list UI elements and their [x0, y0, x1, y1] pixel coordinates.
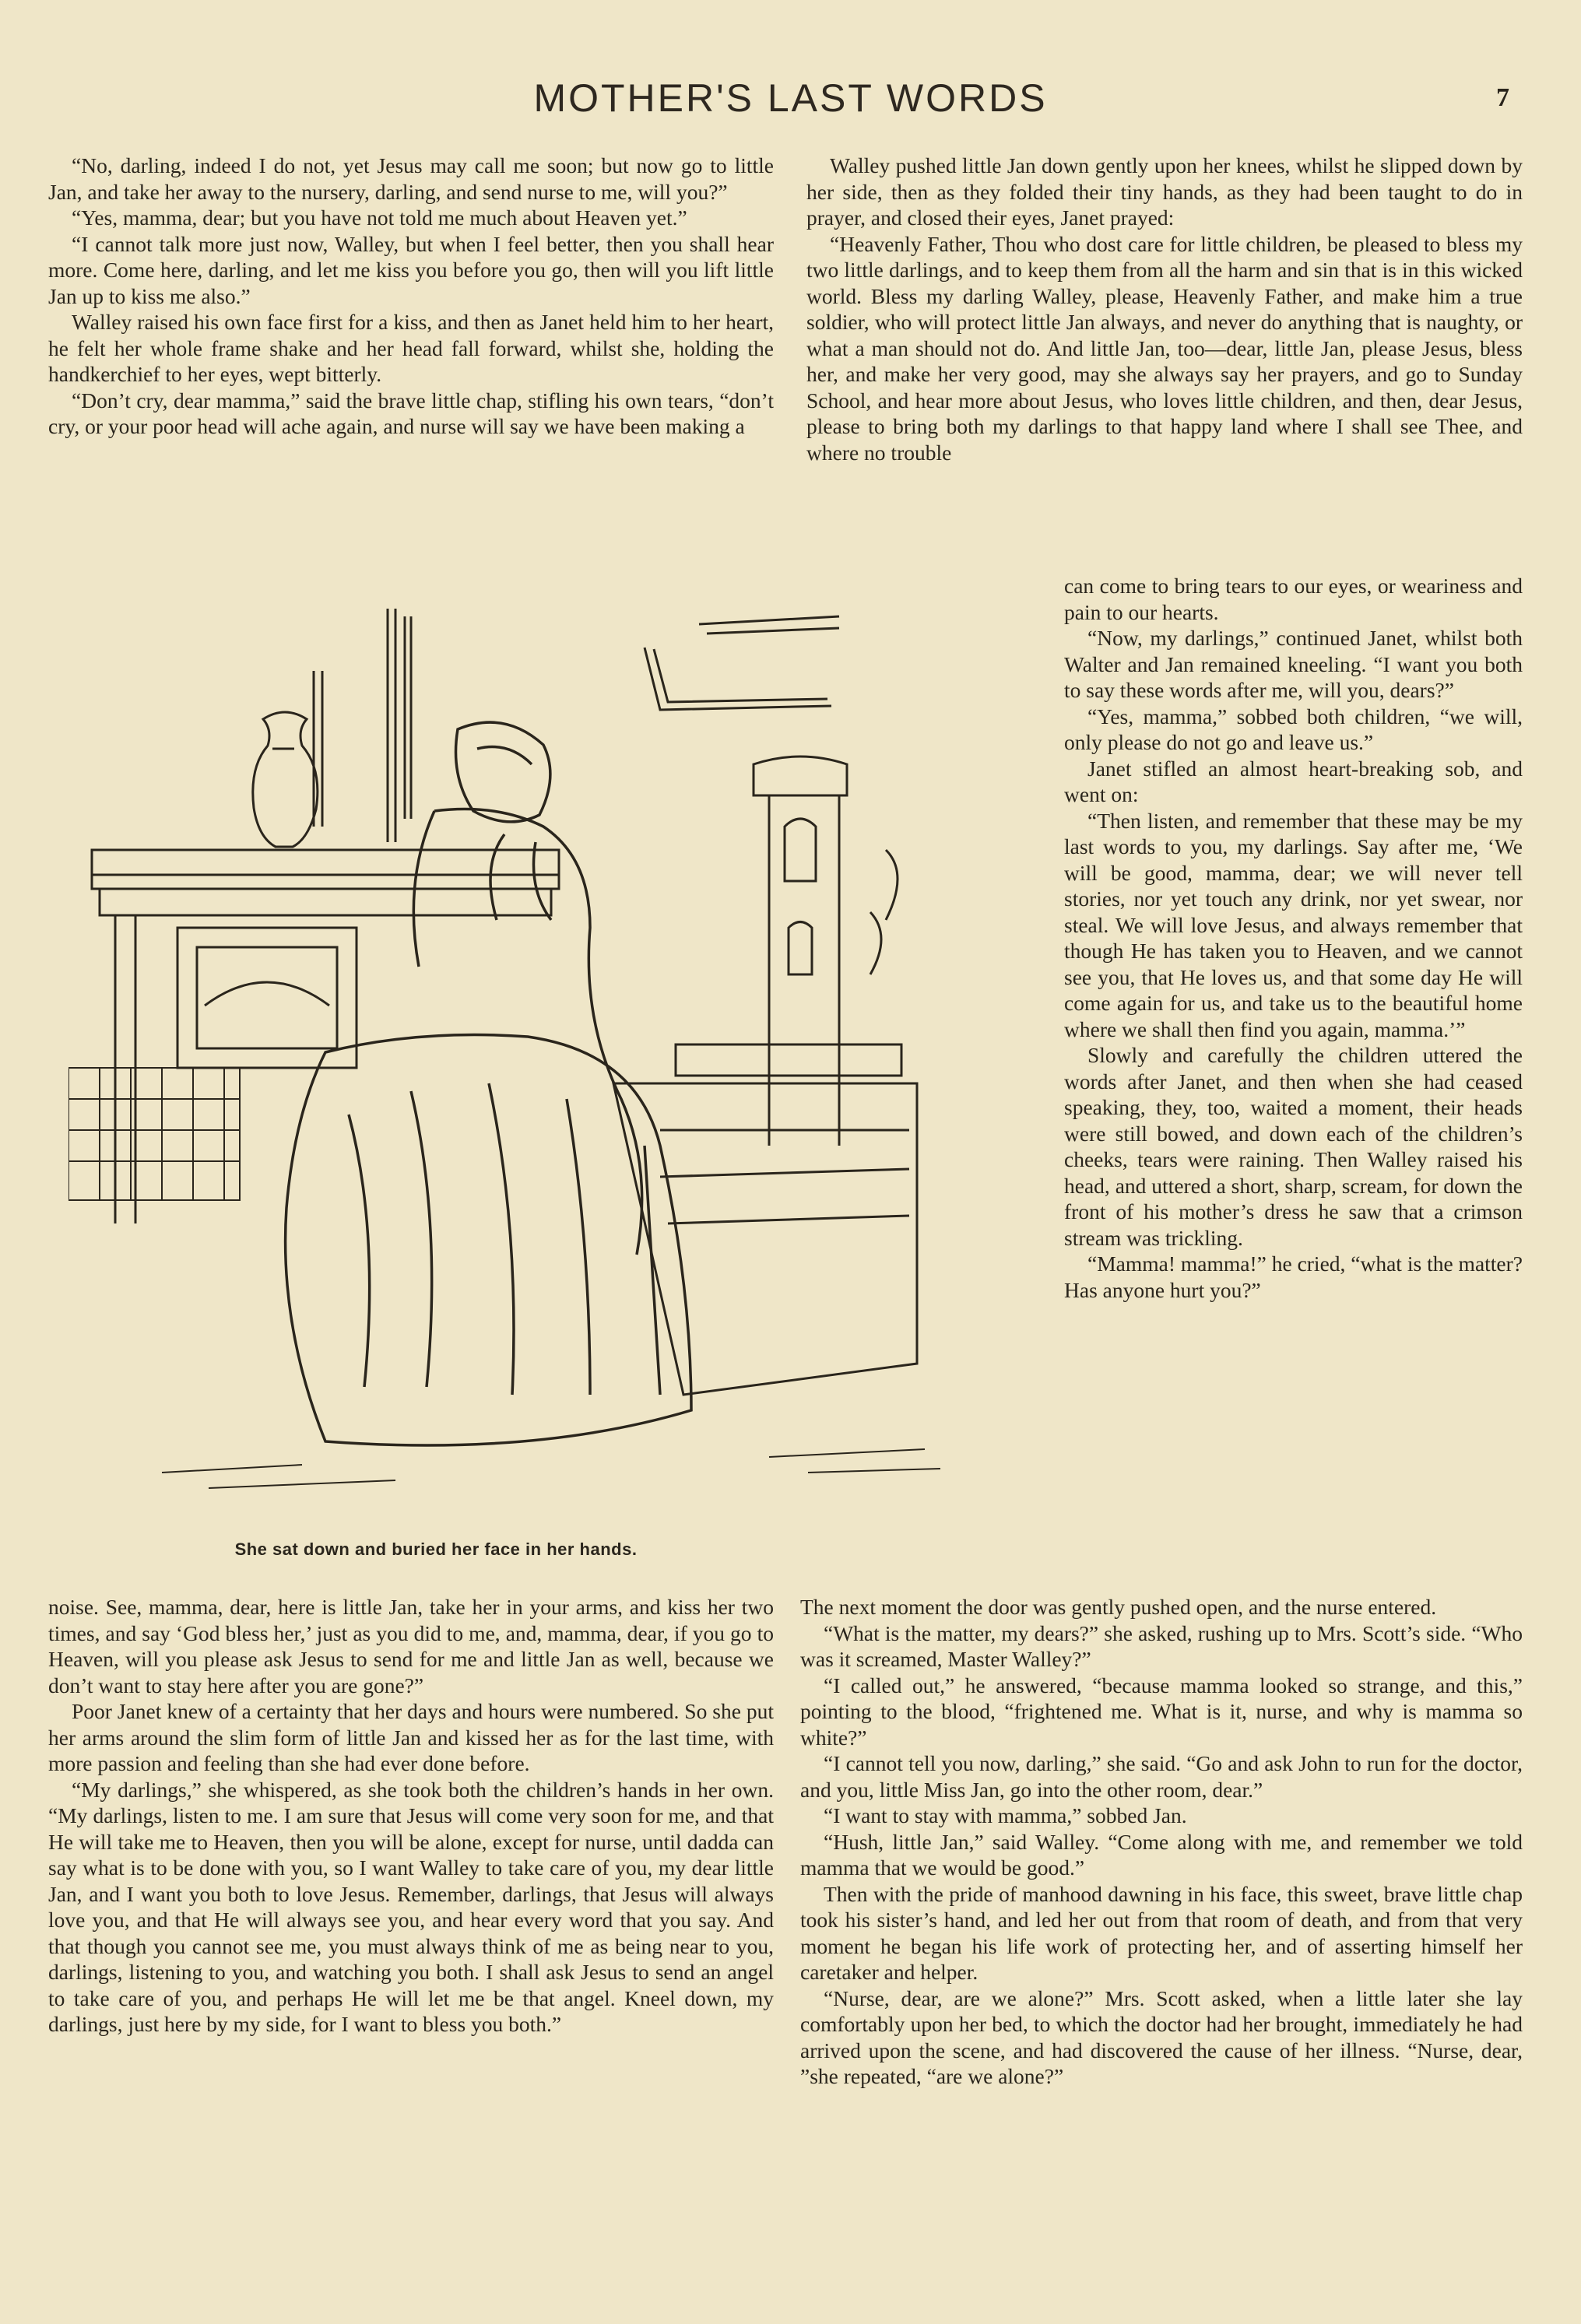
paragraph: “Then listen, and remember that these may be my last words to you, my darlings. Say after me, ‘We will be good, mamma, dear; we will never tell stories, nor yet touch any drink, nor yet swear, nor steal. We will love Jesus, and always remember that though He has taken you to Heaven, and we cannot see you, that He loves us, and that some day He will come again for us, and take us to the beautiful home where we shall then find you again, mamma.’”	[1064, 808, 1523, 1041]
right-column-top	[806, 153, 1523, 465]
left-column-top	[48, 153, 774, 440]
paragraph: “Mamma! mamma!” he cried, “what is the matter? Has anyone hurt you?”	[1064, 1252, 1523, 1302]
paragraph: “I want to stay with mamma,” sobbed Jan.	[824, 1803, 1187, 1827]
wall-panel-lines	[314, 609, 411, 842]
paragraph: Then with the pride of manhood dawning in his face, this sweet, brave little chap took his sister’s hand, and led her out from that room of death, and from that very moment he began his life work of protecting her, and of asserting himself her caretaker and helper.	[800, 1881, 1523, 1984]
right-column-middle	[1064, 573, 1523, 1303]
paragraph: “I cannot tell you now, darling,” she said. “Go and ask John to run for the doctor, and you, little Miss Jan, go into the other room, dear.”	[800, 1751, 1523, 1802]
vase	[253, 712, 318, 847]
paragraph: “My darlings,” she whispered, as she took both the children’s hands in her own. “My darlings, listen to me. I am sure that Jesus will come very soon for me, and that He will take me to Heaven, then you will be alone, except for nurse, until dadda can say what is to be done with you, so I want Walley to take care of you, my dear little Jan, and I want you both to love Jesus. Remember, darlings, that Jesus will always love you, and that He will always see you, and hear every word that you say. And that though you cannot see me, you must always think of me as being near to you, darlings, listening to you, and watching you both. I shall ask Jesus to send an angel to take care of you, and perhaps He will let me be that angel. Kneel down, my darlings, just here by my side, for I want to bless you both.”	[48, 1777, 774, 2036]
paragraph: “Heavenly Father, Thou who dost care for little children, be pleased to bless my two little darlings, and to keep them from all the harm and sin that is in this wicked world. Bless my darling Walley, please, Heavenly Father, and make him a true soldier, who will protect little Jan always, and never do anything that is naughty, or what a man should not do. And little Jan, too—dear, little Jan, please Jesus, bless her, and make her very good, may she always say her prayers, and go to Sunday School, and hear more about Jesus, who loves little children, and then, dear Jesus, please to bring both my darlings to that happy land where I shall see Thee, and where no trouble	[806, 231, 1523, 465]
page-number: 7	[1496, 83, 1509, 112]
paragraph: Janet stifled an almost heart-breaking sob, and went on:	[1064, 756, 1523, 806]
paragraph: “No, darling, indeed I do not, yet Jesus may call me soon; but now go to little Jan, and take her away to the nursery, darling, and send nurse to me, will you?”	[48, 153, 774, 204]
paragraph: Walley pushed little Jan down gently upon her knees, whilst he slipped down by her side, then as they folded their tiny hands, as they had been taught to do in prayer, and closed their eyes, Janet prayed:	[806, 153, 1523, 230]
paragraph: “Don’t cry, dear mamma,” said the brave little chap, stifling his own tears, “don’t cry, or your poor head will ache again, and nurse will say we have been making a	[48, 388, 774, 438]
fender	[69, 1068, 240, 1200]
engraving-illustration	[69, 585, 1049, 1539]
paragraph: Walley raised his own face first for a kiss, and then as Janet held him to her heart, he felt her whole frame shake and her head fall forward, whilst she, holding the handkerchief to her eyes, wept bitterly.	[48, 310, 774, 386]
paragraph: “What is the matter, my dears?” she asked, rushing up to Mrs. Scott’s side. “Who was it screamed, Master Walley?”	[800, 1620, 1523, 1671]
paragraph: “I called out,” he answered, “because mamma looked so strange, and this,” pointing to the blood, “frightened me. What is it, nurse, and why is mamma so white?”	[800, 1673, 1523, 1750]
paragraph: Slowly and carefully the children uttered the words after Janet, and then when she had ceased speaking, they, too, waited a moment, their heads were still bowed, and down each of the children’s cheeks, tears were raining. Then Walley raised his head, and uttered a short, sharp, scream, for down the front of his mother’s dress he saw that a crimson stream was trickling.	[1064, 1043, 1523, 1250]
picture-frame	[645, 616, 839, 710]
left-column-bottom	[48, 1594, 774, 2038]
paragraph: Poor Janet knew of a certainty that her days and hours were numbered. So she put her arms around the slim form of little Jan and kissed her as for the last time, with more passion and feeling than she had ever done before.	[48, 1699, 774, 1775]
running-head	[0, 75, 1581, 121]
paragraph: can come to bring tears to our eyes, or weariness and pain to our hearts.	[1064, 574, 1523, 624]
right-column-bottom	[800, 1594, 1523, 2090]
page-title: MOTHER'S LAST WORDS	[533, 76, 1048, 120]
floor-strokes	[162, 1449, 940, 1488]
paragraph: “Nurse, dear, are we alone?” Mrs. Scott asked, when a little later she lay comfortably upon her bed, to which the doctor had her brought, immediately he had arrived upon the scene, and had discovered the cause of her illness. “Nurse, dear, ”she repeated, “are we alone?”	[800, 1985, 1523, 2088]
paragraph: “Yes, mamma,” sobbed both children, “we will, only please do not go and leave us.”	[1064, 704, 1523, 754]
illustration-caption: She sat down and buried her face in her hands.	[234, 1539, 638, 1559]
paragraph: “Hush, little Jan,” said Walley. “Come along with me, and remember we told mamma that we would be good.”	[800, 1829, 1523, 1880]
paragraph: noise. See, mamma, dear, here is little Jan, take her in your arms, and kiss her two times, and say ‘God bless her,’ just as you did to me, and, mamma, dear, if you go to Heaven, will you please ask Jesus to send for me and little Jan as well, because we don’t want to stay here after you are gone?”	[48, 1595, 774, 1697]
paragraph: “Now, my darlings,” continued Janet, whilst both Walter and Jan remained kneeling. “I want you both to say these words after me, will you, dears?”	[1064, 626, 1523, 702]
paragraph: “I cannot talk more just now, Walley, but when I feel better, then you shall hear more. Come here, darling, and let me kiss you before you go, then will you lift little Jan up to kiss me also.”	[48, 231, 774, 308]
chair	[754, 757, 898, 1146]
paragraph: The next moment the door was gently pushed open, and the nurse entered.	[800, 1595, 1437, 1619]
paragraph: “Yes, mamma, dear; but you have not told me much about Heaven yet.”	[72, 205, 687, 230]
table-with-book	[613, 1044, 917, 1395]
